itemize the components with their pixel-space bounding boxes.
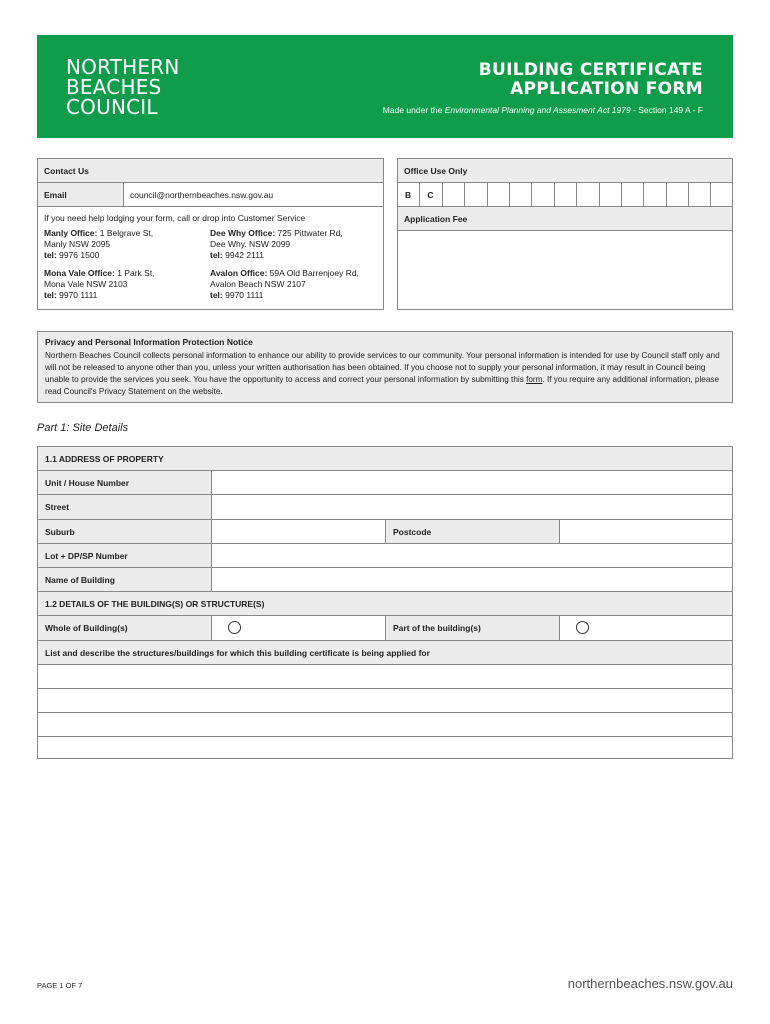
part-building-label: Part of the building(s) xyxy=(385,616,560,639)
email-label: Email xyxy=(38,183,124,206)
unit-row xyxy=(38,471,732,495)
contact-box xyxy=(37,158,384,310)
tel-label: tel: xyxy=(210,250,223,260)
street-row xyxy=(38,495,732,519)
ref-cell[interactable] xyxy=(644,183,666,206)
ref-cell[interactable] xyxy=(667,183,689,206)
ref-cell[interactable] xyxy=(443,183,465,206)
building-name-row xyxy=(38,568,732,592)
ref-cell[interactable] xyxy=(555,183,577,206)
office-name: Mona Vale Office: xyxy=(44,268,115,278)
logo-line: NORTHERN xyxy=(66,55,180,79)
office-deewhy xyxy=(210,228,380,261)
office-address: 725 Pittwater Rd, xyxy=(275,228,343,238)
site-details-table xyxy=(37,446,733,759)
privacy-notice xyxy=(37,331,733,403)
list-describe-label: List and describe the structures/buildings for which this building certificate is being applied for xyxy=(38,641,732,664)
email-value[interactable]: council@northernbeaches.nsw.gov.au xyxy=(130,190,274,200)
ref-cell-c: C xyxy=(420,183,442,206)
ref-cell[interactable] xyxy=(711,183,732,206)
logo-line: COUNCIL xyxy=(66,95,158,119)
subtitle-act: Environmental Planning and Assesment Act 1979 xyxy=(444,105,631,115)
page-number: PAGE 1 OF 7 xyxy=(37,981,83,990)
office-name: Dee Why Office: xyxy=(210,228,276,238)
describe-line[interactable] xyxy=(38,689,732,713)
office-avalon xyxy=(210,268,380,301)
council-logo xyxy=(66,57,180,117)
tel-label: tel: xyxy=(44,290,57,300)
unit-input[interactable] xyxy=(213,471,732,494)
unit-label: Unit / House Number xyxy=(38,471,212,494)
subtitle-suffix: - Section 149 A - F xyxy=(630,105,703,115)
part-building-radio[interactable] xyxy=(576,621,589,634)
office-name: Avalon Office: xyxy=(210,268,268,278)
ref-cell[interactable] xyxy=(510,183,532,206)
office-address: Manly NSW 2095 xyxy=(44,239,111,249)
ref-cell[interactable] xyxy=(600,183,622,206)
lot-label: Lot + DP/SP Number xyxy=(38,544,212,567)
office-manly xyxy=(44,228,210,261)
office-monavale xyxy=(44,268,210,301)
postcode-label: Postcode xyxy=(385,520,560,543)
privacy-text: Northern Beaches Council collects personal information to enhance our ability to provide services to our community. Your personal information is intended for use by Council staff only and will not be released to anyone other than you, unless your written authorisation has been obtained. If you choose not to supply your personal information, it may result in Council being unable to provide the services you seek. You have the opportunity to access and correct your personal information by submitting this xyxy=(45,351,720,384)
ref-cell-b: B xyxy=(398,183,420,206)
tel-label: tel: xyxy=(44,250,57,260)
subtitle-prefix: Made under the xyxy=(382,105,445,115)
building-scope-row xyxy=(38,616,732,640)
describe-line[interactable] xyxy=(38,665,732,689)
part1-title: Part 1: Site Details xyxy=(37,422,129,434)
whole-building-radio[interactable] xyxy=(228,621,241,634)
lot-input[interactable] xyxy=(213,544,732,567)
website-url: northernbeaches.nsw.gov.au xyxy=(567,976,733,991)
section-header xyxy=(38,592,732,616)
ref-cell[interactable] xyxy=(532,183,554,206)
office-address: 1 Park St, xyxy=(114,268,155,278)
office-address: Dee Why. NSW 2099 xyxy=(210,239,291,249)
list-header-row xyxy=(38,641,732,665)
describe-line[interactable] xyxy=(38,713,732,737)
office-tel: 9976 1500 xyxy=(56,250,100,260)
office-tel: 9970 1111 xyxy=(222,290,264,300)
tel-label: tel: xyxy=(210,290,223,300)
privacy-form-link[interactable]: form xyxy=(526,375,543,384)
ref-cell[interactable] xyxy=(465,183,487,206)
lot-row xyxy=(38,544,732,568)
office-address: Mona Vale NSW 2103 xyxy=(44,279,128,289)
title-line: BUILDING CERTIFICATE xyxy=(478,60,703,80)
street-label: Street xyxy=(38,495,212,518)
header-banner xyxy=(37,35,733,138)
reference-cells xyxy=(398,183,732,207)
privacy-title: Privacy and Personal Information Protection Notice xyxy=(45,337,253,347)
privacy-body xyxy=(45,350,725,398)
whole-building-label: Whole of Building(s) xyxy=(38,616,212,639)
office-tel: 9970 1111 xyxy=(56,290,98,300)
email-row xyxy=(38,183,383,207)
office-name: Manly Office: xyxy=(44,228,98,238)
section-1-2-label: 1.2 DETAILS OF THE BUILDING(S) OR STRUCTURE(S) xyxy=(38,592,732,615)
office-list xyxy=(38,223,383,301)
ref-cell[interactable] xyxy=(622,183,644,206)
logo-line: BEACHES xyxy=(66,75,162,99)
describe-line[interactable] xyxy=(38,737,732,758)
office-address: 1 Belgrave St, xyxy=(97,228,154,238)
form-subtitle xyxy=(383,105,703,115)
office-use-box xyxy=(397,158,733,310)
street-input[interactable] xyxy=(213,495,732,518)
suburb-row xyxy=(38,520,732,544)
contact-heading: Contact Us xyxy=(38,159,383,183)
ref-cell[interactable] xyxy=(488,183,510,206)
ref-cell[interactable] xyxy=(689,183,711,206)
title-line: APPLICATION FORM xyxy=(510,79,703,99)
office-tel: 9942 2111 xyxy=(222,250,265,260)
application-fee-label: Application Fee xyxy=(398,207,732,231)
office-use-heading: Office Use Only xyxy=(398,159,732,183)
building-name-input[interactable] xyxy=(213,568,732,591)
section-1-1-label: 1.1 ADDRESS OF PROPERTY xyxy=(38,447,732,470)
postcode-input[interactable] xyxy=(561,520,732,543)
help-text: If you need help lodging your form, call or drop into Customer Service xyxy=(44,213,306,223)
building-name-label: Name of Building xyxy=(38,568,212,591)
office-address: 59A Old Barrenjoey Rd, xyxy=(267,268,359,278)
section-header xyxy=(38,447,732,471)
privacy-text: . If you require any additional information, please read Council's Privacy Statement on the website. xyxy=(45,375,720,396)
form-title xyxy=(479,61,703,99)
office-address: Avalon Beach NSW 2107 xyxy=(210,279,306,289)
ref-cell[interactable] xyxy=(577,183,599,206)
suburb-label: Suburb xyxy=(38,520,212,543)
suburb-input[interactable] xyxy=(213,520,385,543)
